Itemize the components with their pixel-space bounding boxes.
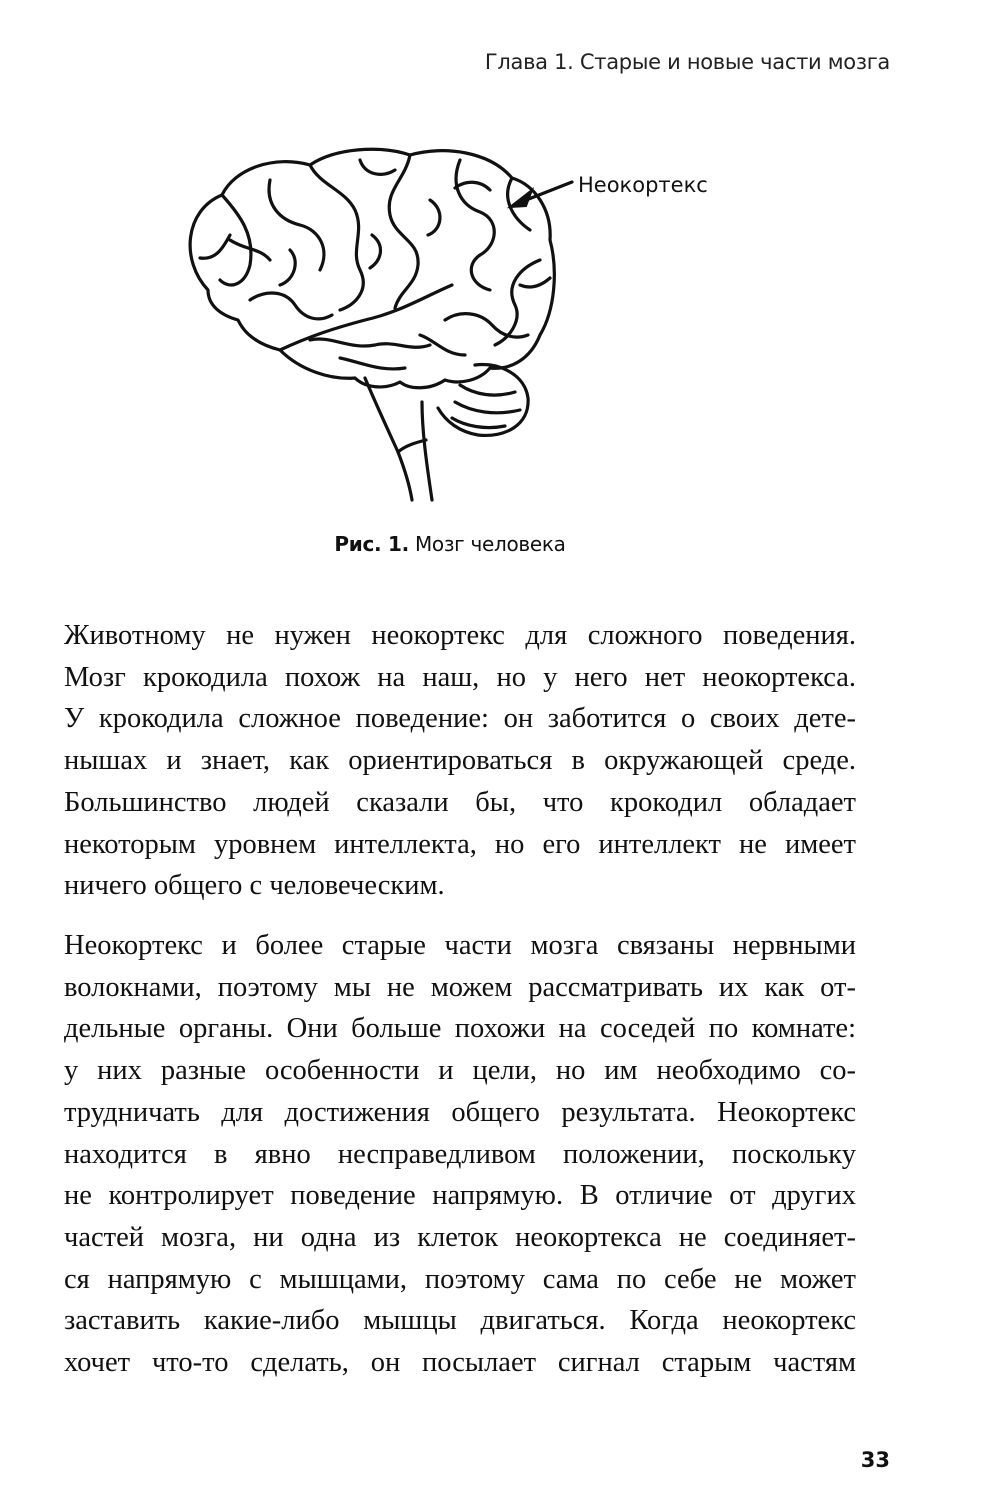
text-line: некоторым уровнем интеллекта, но его интеллект не имеет xyxy=(64,828,856,860)
text-line: Животному не нужен неокортекс для сложного поведения. xyxy=(64,620,856,651)
text-line: Большинство людей сказали бы, что крокодил обладает xyxy=(64,786,856,818)
paragraph-2 xyxy=(64,925,856,1384)
text-line: нышах и знает, как ориентироваться в окружающей среде. xyxy=(64,745,856,777)
brain-figure xyxy=(160,140,760,510)
text-line: трудничать для достижения общего результата. Неокортекс xyxy=(64,1096,856,1128)
text-line: не контролирует поведение напрямую. В отличие от других xyxy=(64,1180,856,1212)
text-line: ся напрямую с мышцами, поэтому сама по себе не может xyxy=(64,1263,856,1295)
text-line: волокнами, поэтому мы не можем рассматривать их как от- xyxy=(64,971,856,1003)
neocortex-label: Неокортекс xyxy=(578,173,708,197)
caption-text: Мозг человека xyxy=(408,532,566,556)
paragraph-1 xyxy=(64,615,856,907)
text-line: хочет что-то сделать, он посылает сигнал старым частям xyxy=(64,1347,856,1379)
text-line: у них разные особенности и цели, но им необходимо со- xyxy=(64,1055,856,1087)
text-line: У крокодила сложное поведение: он заботится о своих дете- xyxy=(64,703,856,735)
figure-caption xyxy=(0,532,900,556)
page-number: 33 xyxy=(860,1448,890,1472)
running-head: Глава 1. Старые и новые части мозга xyxy=(484,50,890,74)
text-line: Неокортекс и более старые части мозга связаны нервными xyxy=(64,930,856,961)
text-line: частей мозга, ни одна из клеток неокортекса не соединяет- xyxy=(64,1221,856,1253)
text-line: Мозг крокодила похож на наш, но у него нет неокортекса. xyxy=(64,661,856,693)
caption-number: Рис. 1. xyxy=(334,532,409,556)
brain-illustration-icon xyxy=(160,140,760,510)
text-line: находится в явно несправедливом положении, поскольку xyxy=(64,1138,856,1170)
text-line: дельные органы. Они больше похожи на соседей по комнате: xyxy=(64,1013,856,1045)
text-line: заставить какие-либо мышцы двигаться. Когда неокортекс xyxy=(64,1305,856,1337)
text-line: ничего общего с человеческим. xyxy=(64,870,445,902)
